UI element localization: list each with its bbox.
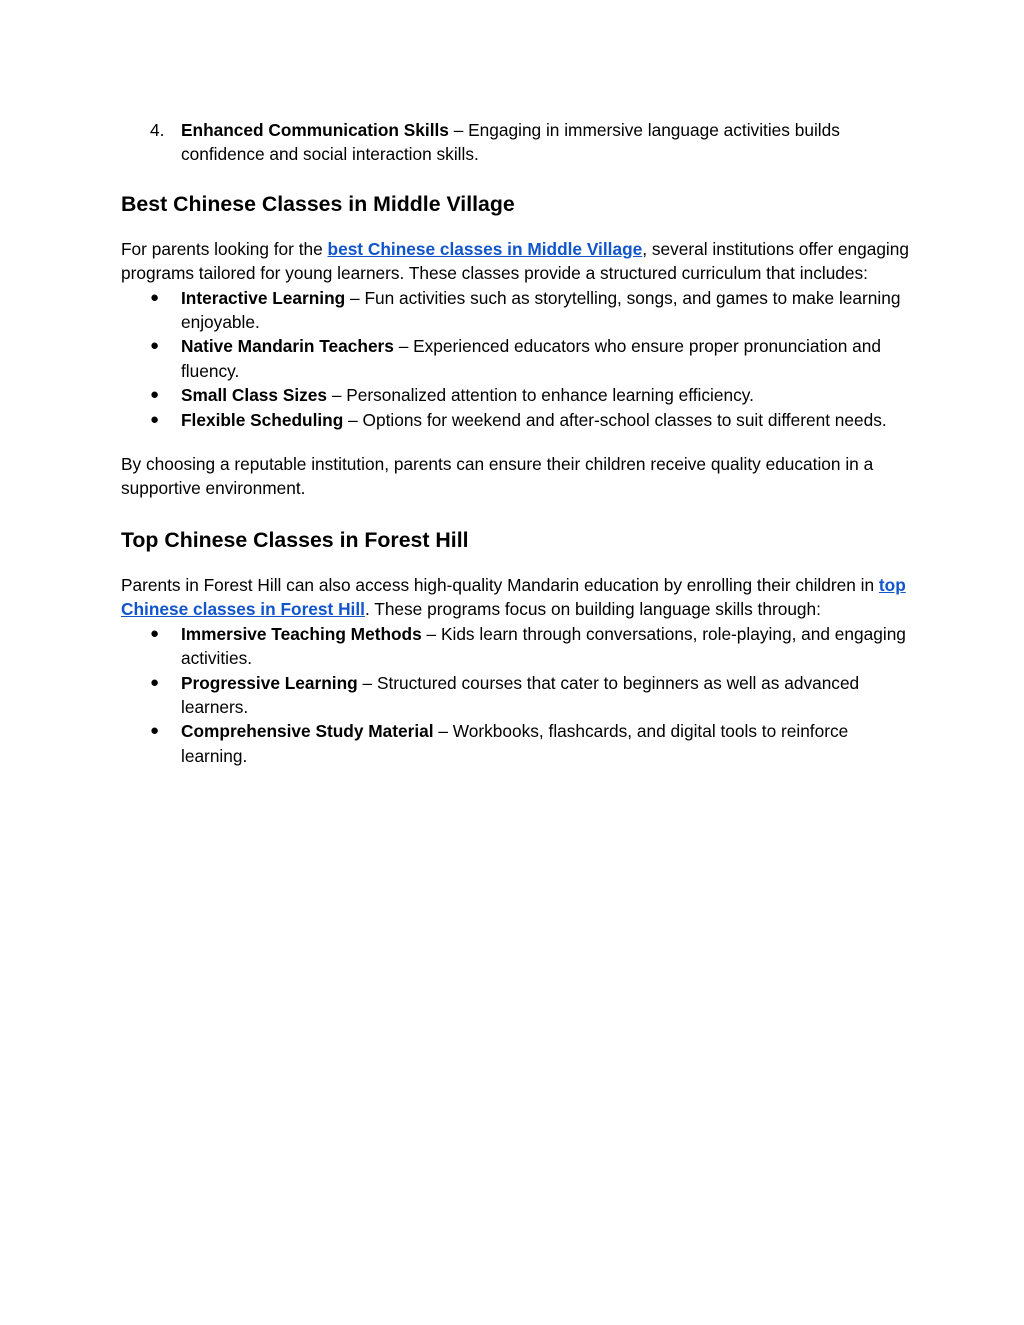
bullet-marker: ● xyxy=(150,410,160,428)
list-item-text xyxy=(181,383,911,407)
paragraph-middle-village-closing: By choosing a reputable institution, parents can ensure their children receive quality education in a supportive environment. xyxy=(121,454,874,499)
section-heading-forest-hill: Top Chinese Classes in Forest Hill xyxy=(121,527,469,552)
list-item-text xyxy=(181,671,911,720)
bullet-marker: ● xyxy=(150,624,160,642)
list-item-title: Progressive Learning xyxy=(181,672,358,693)
list-item-description: – Workbooks, flashcards, and digital tools to reinforce learning. xyxy=(181,721,849,766)
list-item xyxy=(121,383,911,407)
list-item-title: Interactive Learning xyxy=(181,287,346,308)
list-number: 4. xyxy=(150,120,165,140)
list-item-title: Native Mandarin Teachers xyxy=(181,336,394,357)
list-item-description: – Fun activities such as storytelling, songs, and games to make learning enjoyable. xyxy=(181,287,901,333)
bullet-marker: ● xyxy=(150,722,160,740)
list-item xyxy=(121,286,911,335)
paragraph-middle-village-intro xyxy=(121,237,911,286)
list-item-title: Immersive Teaching Methods xyxy=(181,623,422,644)
list-item-text xyxy=(181,719,911,768)
bullet-marker: ● xyxy=(150,337,160,355)
document-body xyxy=(121,118,911,768)
list-item xyxy=(121,671,911,720)
bullet-marker: ● xyxy=(150,386,160,404)
paragraph-forest-hill-intro xyxy=(121,573,911,622)
list-item-text xyxy=(181,408,911,432)
list-item xyxy=(121,408,911,432)
list-item-description: – Options for weekend and after-school classes to suit different needs. xyxy=(343,409,887,430)
link-best-chinese-classes-middle-village[interactable]: best Chinese classes in Middle Village xyxy=(327,238,643,259)
bullet-list-forest-hill xyxy=(121,622,911,768)
numbered-list xyxy=(121,118,911,167)
list-item-description: – Kids learn through conversations, role-playing, and engaging activities. xyxy=(181,623,906,669)
list-item-text xyxy=(181,622,911,671)
bullet-marker: ● xyxy=(150,673,160,691)
list-item-description: – Engaging in immersive language activities builds confidence and social interaction skills. xyxy=(181,120,840,165)
bullet-list-middle-village xyxy=(121,286,911,432)
list-item-description: – Personalized attention to enhance learning efficiency. xyxy=(327,385,754,406)
paragraph-text: , several institutions offer engaging programs tailored for young learners. These classes provide a structured curriculum that includes: xyxy=(121,238,909,284)
list-item-text xyxy=(181,286,911,335)
list-item-description: – Experienced educators who ensure proper pronunciation and fluency. xyxy=(181,336,881,381)
paragraph-text: For parents looking for the xyxy=(121,238,328,259)
paragraph-text: Parents in Forest Hill can also access high-quality Mandarin education by enrolling their children in xyxy=(121,574,879,595)
list-item-title: Flexible Scheduling xyxy=(181,409,344,430)
section-heading-middle-village: Best Chinese Classes in Middle Village xyxy=(121,191,515,216)
bullet-marker: ● xyxy=(150,288,160,306)
list-item xyxy=(121,622,911,671)
list-item-text xyxy=(181,334,911,383)
list-item xyxy=(121,334,911,383)
list-item xyxy=(121,719,911,768)
list-item-text xyxy=(181,118,911,167)
list-item-description: – Structured courses that cater to beginners as well as advanced learners. xyxy=(181,672,860,717)
list-item-title: Enhanced Communication Skills xyxy=(181,120,449,140)
list-item-title: Small Class Sizes xyxy=(181,385,328,406)
link-top-chinese-classes-forest-hill[interactable]: top Chinese classes in Forest Hill xyxy=(121,574,906,620)
paragraph-text: . These programs focus on building language skills through: xyxy=(364,599,821,620)
list-item xyxy=(121,118,911,167)
list-item-title: Comprehensive Study Material xyxy=(181,721,434,742)
